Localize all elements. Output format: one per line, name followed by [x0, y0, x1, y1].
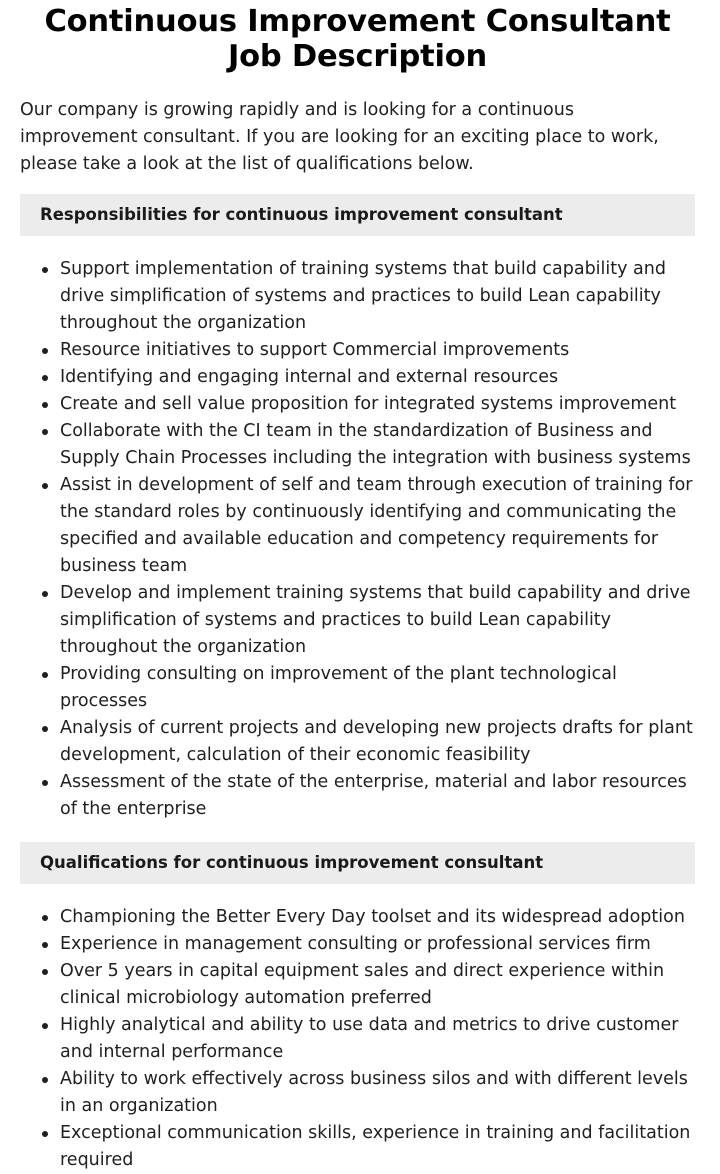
list-item: Analysis of current projects and developing new projects drafts for plant development, calculation of their economic feasibility [60, 715, 695, 769]
list-item: Develop and implement training systems that build capability and drive simplification of systems and practices to build Lean capability throughout the organization [60, 580, 695, 661]
list-item: Championing the Better Every Day toolset and its widespread adoption [60, 904, 695, 931]
list-item: Collaborate with the CI team in the standardization of Business and Supply Chain Processes including the integration with business systems [60, 418, 695, 472]
responsibilities-heading: Responsibilities for continuous improvement consultant [20, 194, 695, 236]
responsibilities-list [20, 256, 695, 823]
list-item: Create and sell value proposition for integrated systems improvement [60, 391, 695, 418]
list-item: Providing consulting on improvement of the plant technological processes [60, 661, 695, 715]
list-item: Assessment of the state of the enterprise, material and labor resources of the enterprise [60, 769, 695, 823]
list-item: Support implementation of training systems that build capability and drive simplification of systems and practices to build Lean capability throughout the organization [60, 256, 695, 337]
qualifications-list [20, 904, 695, 1174]
list-item: Over 5 years in capital equipment sales and direct experience within clinical microbiology automation preferred [60, 958, 695, 1012]
intro-paragraph: Our company is growing rapidly and is looking for a continuous improvement consultant. If you are looking for an exciting place to work, please take a look at the list of qualifications below. [20, 100, 659, 174]
list-item: Ability to work effectively across business silos and with different levels in an organization [60, 1066, 695, 1120]
page-title: Continuous Improvement Consultant Job Description [44, 4, 671, 74]
qualifications-heading: Qualifications for continuous improvement consultant [20, 842, 695, 884]
list-item: Exceptional communication skills, experience in training and facilitation required [60, 1120, 695, 1174]
list-item: Highly analytical and ability to use data and metrics to drive customer and internal performance [60, 1012, 695, 1066]
list-item: Experience in management consulting or professional services firm [60, 931, 695, 958]
list-item: Identifying and engaging internal and external resources [60, 364, 695, 391]
list-item: Assist in development of self and team through execution of training for the standard roles by continuously identifying and communicating the specified and available education and competency requirements for business team [60, 472, 695, 580]
list-item: Resource initiatives to support Commercial improvements [60, 337, 695, 364]
